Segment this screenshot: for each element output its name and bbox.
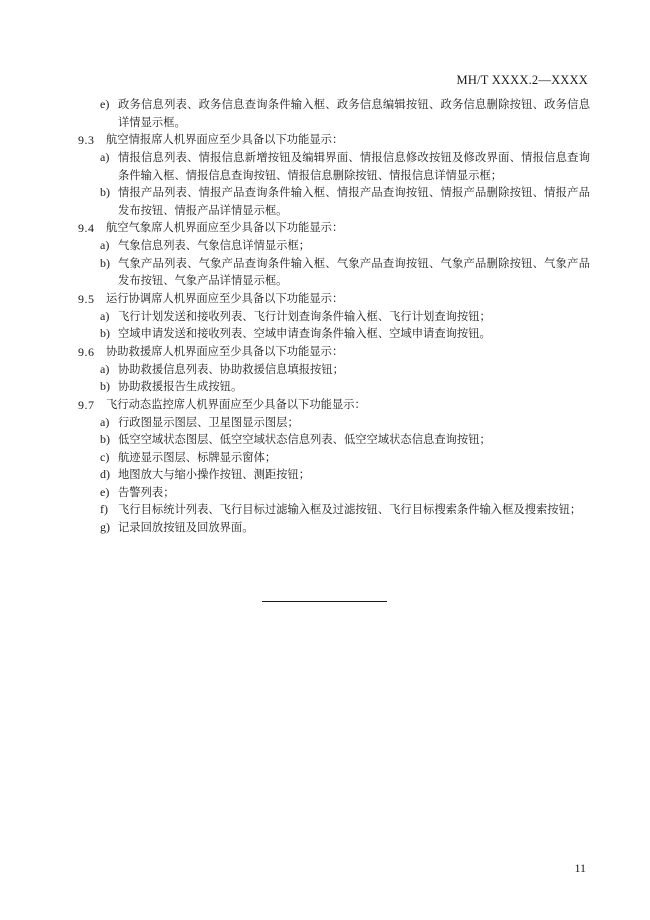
item-letter: a) (100, 238, 110, 252)
item-text: 政务信息列表、政务信息查询条件输入框、政务信息编辑按钮、政务信息删除按钮、政务信息详情显示框。 (118, 98, 590, 129)
section-heading (78, 219, 590, 237)
item-text: 情报信息列表、情报信息新增按钮及编辑界面、情报信息修改按钮及修改界面、情报信息查询条件输入框、情报信息查询按钮、情报信息删除按钮、情报信息详情显示框； (118, 151, 590, 182)
section-title: 航空气象席人机界面应至少具备以下功能显示： (106, 221, 344, 234)
item-text: 航迹显示图层、标牌显示窗体； (118, 450, 277, 464)
section-title: 运行协调席人机界面应至少具备以下功能显示： (106, 291, 344, 305)
list-item (78, 361, 590, 379)
item-letter: e) (100, 97, 110, 111)
list-item (78, 237, 590, 255)
section-9-4 (78, 219, 590, 290)
list-item (78, 519, 590, 537)
item-text: 协助救援信息列表、协助救援信息填报按钮； (118, 362, 344, 376)
section-heading (78, 131, 590, 149)
item-text: 气象产品列表、气象产品查询条件输入框、气象产品查询按钮、气象产品删除按钮、气象产品发布按钮、气象产品详情显示框。 (118, 256, 590, 287)
section-number: 9.6 (78, 344, 95, 359)
item-letter: g) (100, 519, 110, 534)
section-number: 9.7 (78, 397, 95, 412)
item-text: 飞行目标统计列表、飞行目标过滤输入框及过滤按钮、飞行目标搜索条件输入框及搜索按钮； (118, 503, 582, 516)
section-9-7 (78, 396, 590, 537)
item-letter: b) (100, 326, 110, 340)
list-item (78, 96, 590, 131)
item-letter: c) (100, 449, 110, 464)
item-letter: a) (100, 308, 110, 323)
item-text: 告警列表； (118, 485, 175, 499)
page-number: 11 (574, 861, 586, 875)
list-item (78, 431, 590, 449)
end-of-document-rule (262, 601, 387, 602)
list-item (78, 449, 590, 467)
section-heading (78, 396, 590, 414)
intro-item-list (78, 96, 590, 131)
item-letter: b) (100, 255, 110, 270)
section-number: 9.3 (78, 133, 95, 147)
document-body (78, 96, 590, 536)
document-code: MH/T XXXX.2—XXXX (456, 73, 588, 87)
section-number: 9.4 (78, 221, 95, 235)
item-letter: e) (100, 484, 110, 499)
item-letter: b) (100, 432, 110, 446)
section-heading (78, 290, 590, 308)
list-item (78, 308, 590, 326)
item-letter: b) (100, 379, 110, 393)
item-text: 情报产品列表、情报产品查询条件输入框、情报产品查询按钮、情报产品删除按钮、情报产品发布按钮、情报产品详情显示框。 (118, 186, 590, 217)
item-text: 记录回放按钮及回放界面。 (118, 520, 254, 534)
item-letter: a) (100, 361, 110, 376)
list-item (78, 378, 590, 396)
item-text: 气象信息列表、气象信息详情显示框； (118, 239, 311, 252)
list-item (78, 255, 590, 290)
item-letter: a) (100, 150, 110, 164)
list-item (78, 414, 590, 432)
section-9-6 (78, 343, 590, 396)
item-letter: b) (100, 185, 110, 199)
section-title: 航空情报席人机界面应至少具备以下功能显示： (106, 133, 344, 146)
item-text: 飞行计划发送和接收列表、飞行计划查询条件输入框、飞行计划查询按钮； (118, 309, 491, 323)
section-title: 飞行动态监控席人机界面应至少具备以下功能显示： (106, 397, 366, 411)
list-item (78, 466, 590, 484)
list-item (78, 325, 590, 343)
item-text: 空域申请发送和接收列表、空域申请查询条件输入框、空域申请查询按钮。 (118, 327, 491, 340)
item-letter: a) (100, 414, 110, 429)
section-9-5 (78, 290, 590, 343)
item-text: 协助救援报告生成按钮。 (118, 380, 243, 393)
item-text: 地图放大与缩小操作按钮、测距按钮； (118, 468, 311, 481)
item-letter: d) (100, 467, 110, 481)
list-item (78, 501, 590, 519)
section-9-3 (78, 131, 590, 219)
list-item (78, 184, 590, 219)
list-item (78, 484, 590, 502)
item-text: 行政图显示图层、卫星图显示图层； (118, 415, 299, 429)
item-letter: f) (100, 502, 108, 516)
list-item (78, 149, 590, 184)
section-number: 9.5 (78, 291, 95, 306)
section-heading (78, 343, 590, 361)
item-text: 低空空域状态图层、低空空域状态信息列表、低空空域状态信息查询按钮； (118, 433, 491, 446)
section-title: 协助救援席人机界面应至少具备以下功能显示： (106, 344, 344, 358)
